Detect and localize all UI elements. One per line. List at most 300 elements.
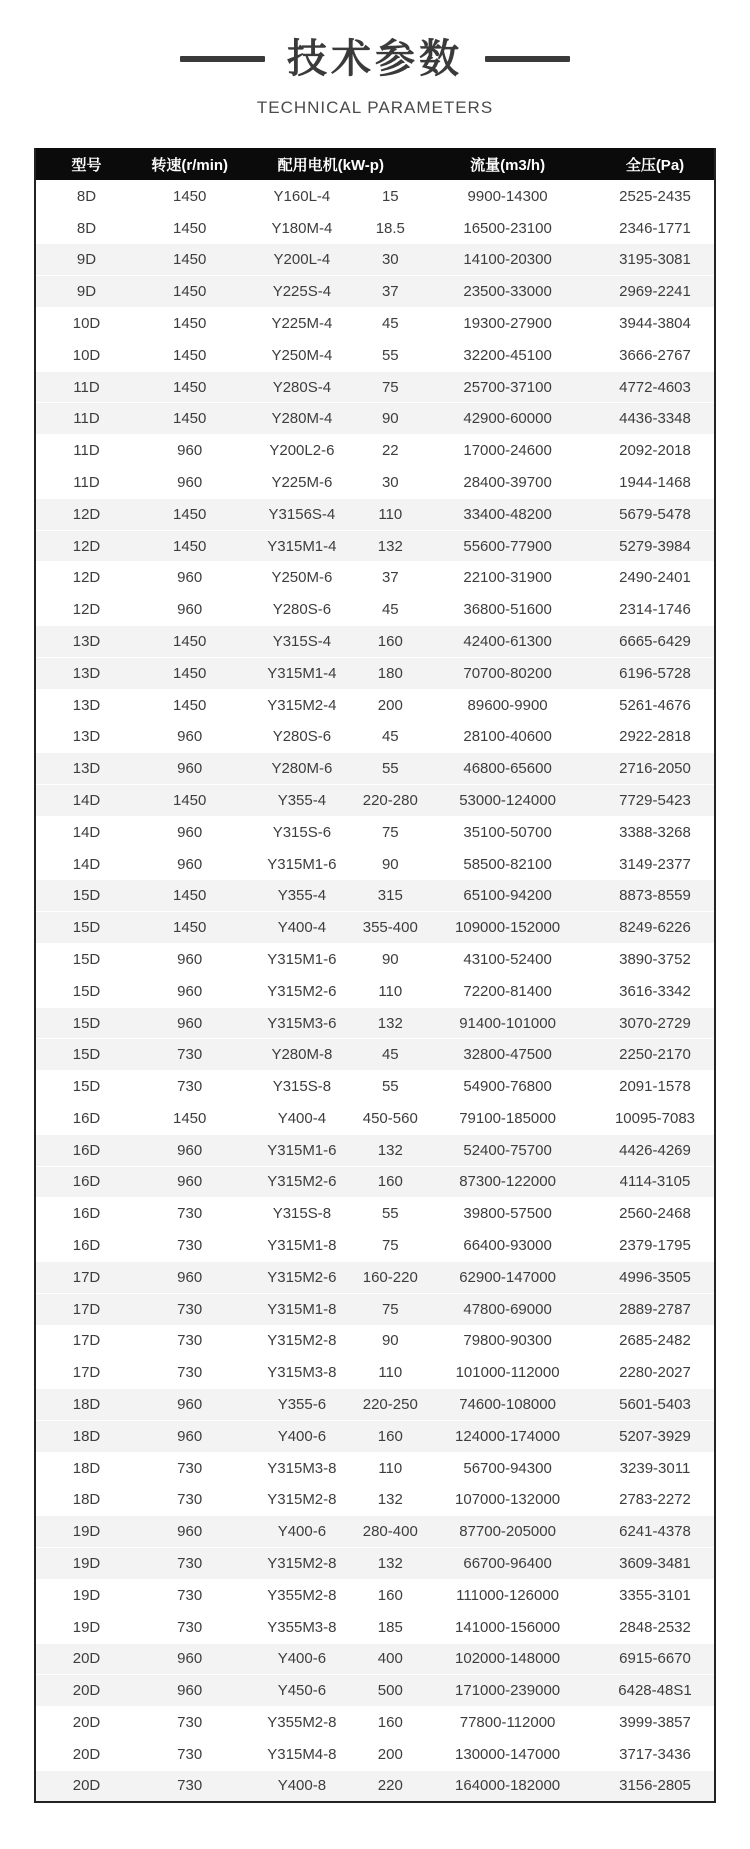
table-row — [35, 1166, 715, 1198]
table-cell: 37 — [361, 562, 419, 594]
table-cell: Y315M1-8 — [242, 1293, 361, 1325]
table-row — [35, 816, 715, 848]
table-cell: 15D — [35, 1071, 137, 1103]
table-cell: 42400-61300 — [419, 626, 596, 658]
title-dash-left — [180, 56, 265, 62]
table-cell: Y3156S-4 — [242, 498, 361, 530]
table-cell: 315 — [361, 880, 419, 912]
table-cell: 56700-94300 — [419, 1452, 596, 1484]
table-cell: Y315M3-8 — [242, 1452, 361, 1484]
table-cell: Y280S-4 — [242, 371, 361, 403]
table-cell: 5679-5478 — [596, 498, 715, 530]
table-cell: 62900-147000 — [419, 1261, 596, 1293]
table-cell: 185 — [361, 1611, 419, 1643]
table-cell: 16D — [35, 1103, 137, 1135]
table-cell: Y315S-8 — [242, 1198, 361, 1230]
table-cell: 19D — [35, 1516, 137, 1548]
table-cell: 9D — [35, 244, 137, 276]
table-cell: 2685-2482 — [596, 1325, 715, 1357]
table-cell: Y315M1-6 — [242, 848, 361, 880]
table-cell: 8873-8559 — [596, 880, 715, 912]
table-cell: 960 — [137, 594, 242, 626]
table-cell: 2091-1578 — [596, 1071, 715, 1103]
table-cell: 11D — [35, 467, 137, 499]
table-cell: Y315M1-4 — [242, 530, 361, 562]
table-cell: 2490-2401 — [596, 562, 715, 594]
table-cell: Y315M1-4 — [242, 657, 361, 689]
table-cell: 164000-182000 — [419, 1770, 596, 1802]
table-row — [35, 1103, 715, 1135]
table-cell: 6915-6670 — [596, 1643, 715, 1675]
table-cell: 10D — [35, 339, 137, 371]
table-cell: 14D — [35, 848, 137, 880]
table-cell: 19D — [35, 1548, 137, 1580]
table-cell: 3070-2729 — [596, 1007, 715, 1039]
table-row — [35, 1261, 715, 1293]
table-row — [35, 1643, 715, 1675]
table-row — [35, 626, 715, 658]
table-cell: 3239-3011 — [596, 1452, 715, 1484]
table-cell: 730 — [137, 1071, 242, 1103]
table-cell: 730 — [137, 1039, 242, 1071]
table-cell: 15 — [361, 180, 419, 212]
table-cell: 13D — [35, 657, 137, 689]
table-row — [35, 1071, 715, 1103]
table-cell: 13D — [35, 689, 137, 721]
table-cell: 3999-3857 — [596, 1707, 715, 1739]
table-cell: 12D — [35, 530, 137, 562]
table-cell: 960 — [137, 467, 242, 499]
table-cell: 960 — [137, 1134, 242, 1166]
table-cell: 960 — [137, 944, 242, 976]
table-cell: Y315M3-6 — [242, 1007, 361, 1039]
table-row — [35, 1389, 715, 1421]
table-cell: 400 — [361, 1643, 419, 1675]
table-cell: 22 — [361, 435, 419, 467]
table-cell: 160-220 — [361, 1261, 419, 1293]
parameters-table — [34, 148, 716, 1803]
table-cell: 77800-112000 — [419, 1707, 596, 1739]
parameters-table-wrap — [34, 148, 716, 1803]
table-cell: Y200L2-6 — [242, 435, 361, 467]
table-cell: 960 — [137, 1420, 242, 1452]
table-cell: 15D — [35, 1039, 137, 1071]
table-cell: 132 — [361, 1007, 419, 1039]
table-cell: 960 — [137, 753, 242, 785]
table-cell: 1450 — [137, 530, 242, 562]
table-cell: 6241-4378 — [596, 1516, 715, 1548]
table-cell: 35100-50700 — [419, 816, 596, 848]
table-row — [35, 689, 715, 721]
table-cell: 15D — [35, 1007, 137, 1039]
table-cell: 75 — [361, 816, 419, 848]
table-cell: 16D — [35, 1230, 137, 1262]
table-cell: 1450 — [137, 1103, 242, 1135]
table-cell: 13D — [35, 626, 137, 658]
table-cell: 10D — [35, 308, 137, 340]
table-cell: 960 — [137, 1516, 242, 1548]
table-cell: 960 — [137, 721, 242, 753]
table-cell: Y280M-6 — [242, 753, 361, 785]
table-row — [35, 403, 715, 435]
table-row — [35, 1293, 715, 1325]
table-row — [35, 244, 715, 276]
table-cell: 54900-76800 — [419, 1071, 596, 1103]
table-cell: 160 — [361, 1420, 419, 1452]
table-cell: 14D — [35, 816, 137, 848]
table-cell: 220-280 — [361, 785, 419, 817]
table-cell: 1450 — [137, 912, 242, 944]
table-cell: 7729-5423 — [596, 785, 715, 817]
table-cell: Y315M4-8 — [242, 1738, 361, 1770]
table-cell: 1450 — [137, 339, 242, 371]
header-model: 型号 — [35, 148, 137, 180]
title-dash-right — [485, 56, 570, 62]
table-cell: 19D — [35, 1579, 137, 1611]
table-cell: 45 — [361, 721, 419, 753]
table-cell: Y225S-4 — [242, 276, 361, 308]
table-cell: 2969-2241 — [596, 276, 715, 308]
table-cell: 1450 — [137, 880, 242, 912]
table-cell: 2250-2170 — [596, 1039, 715, 1071]
table-cell: 1450 — [137, 498, 242, 530]
table-cell: 730 — [137, 1293, 242, 1325]
table-cell: Y180M-4 — [242, 212, 361, 244]
table-cell: 160 — [361, 1707, 419, 1739]
table-cell: 87700-205000 — [419, 1516, 596, 1548]
page-subtitle: TECHNICAL PARAMETERS — [256, 98, 494, 117]
table-cell: Y225M-4 — [242, 308, 361, 340]
table-cell: 1450 — [137, 308, 242, 340]
table-cell: 8249-6226 — [596, 912, 715, 944]
table-row — [35, 912, 715, 944]
table-cell: 65100-94200 — [419, 880, 596, 912]
table-cell: 32800-47500 — [419, 1039, 596, 1071]
table-cell: 960 — [137, 1007, 242, 1039]
table-cell: 1450 — [137, 403, 242, 435]
table-cell: Y200L-4 — [242, 244, 361, 276]
table-cell: 6428-48S1 — [596, 1675, 715, 1707]
table-cell: 18.5 — [361, 212, 419, 244]
table-cell: 102000-148000 — [419, 1643, 596, 1675]
table-cell: 15D — [35, 912, 137, 944]
table-row — [35, 1357, 715, 1389]
table-row — [35, 212, 715, 244]
table-cell: 5261-4676 — [596, 689, 715, 721]
table-row — [35, 1420, 715, 1452]
table-cell: 2848-2532 — [596, 1611, 715, 1643]
table-cell: 11D — [35, 371, 137, 403]
table-cell: 960 — [137, 816, 242, 848]
table-cell: Y315M2-8 — [242, 1325, 361, 1357]
table-cell: 180 — [361, 657, 419, 689]
table-cell: 110 — [361, 1452, 419, 1484]
table-row — [35, 880, 715, 912]
table-cell: 20D — [35, 1675, 137, 1707]
table-row — [35, 721, 715, 753]
table-cell: Y315M1-8 — [242, 1230, 361, 1262]
table-row — [35, 1579, 715, 1611]
table-cell: 55 — [361, 753, 419, 785]
table-cell: 75 — [361, 1230, 419, 1262]
table-cell: 75 — [361, 1293, 419, 1325]
table-cell: 960 — [137, 975, 242, 1007]
table-header — [35, 148, 715, 180]
table-cell: 79100-185000 — [419, 1103, 596, 1135]
table-cell: 45 — [361, 308, 419, 340]
table-cell: 3609-3481 — [596, 1548, 715, 1580]
table-row — [35, 1548, 715, 1580]
table-cell: 132 — [361, 1134, 419, 1166]
table-cell: 74600-108000 — [419, 1389, 596, 1421]
table-cell: 20D — [35, 1643, 137, 1675]
table-cell: 220-250 — [361, 1389, 419, 1421]
table-cell: 960 — [137, 1389, 242, 1421]
table-cell: 17D — [35, 1293, 137, 1325]
table-cell: Y160L-4 — [242, 180, 361, 212]
table-cell: Y315M3-8 — [242, 1357, 361, 1389]
table-body — [35, 180, 715, 1802]
table-cell: 45 — [361, 594, 419, 626]
table-cell: 18D — [35, 1389, 137, 1421]
table-cell: Y280M-8 — [242, 1039, 361, 1071]
table-row — [35, 1007, 715, 1039]
table-row — [35, 753, 715, 785]
table-cell: Y355M2-8 — [242, 1579, 361, 1611]
table-cell: 45 — [361, 1039, 419, 1071]
table-cell: 960 — [137, 848, 242, 880]
table-cell: 110 — [361, 975, 419, 1007]
table-cell: 2716-2050 — [596, 753, 715, 785]
table-cell: 3666-2767 — [596, 339, 715, 371]
table-cell: 200 — [361, 1738, 419, 1770]
table-cell: 3717-3436 — [596, 1738, 715, 1770]
table-cell: Y315M2-8 — [242, 1548, 361, 1580]
table-cell: 171000-239000 — [419, 1675, 596, 1707]
table-cell: 15D — [35, 975, 137, 1007]
title-row — [0, 30, 750, 88]
table-cell: 1450 — [137, 212, 242, 244]
table-row — [35, 530, 715, 562]
table-cell: 90 — [361, 1325, 419, 1357]
header-pressure: 全压(Pa) — [596, 148, 715, 180]
table-row — [35, 180, 715, 212]
table-cell: 90 — [361, 848, 419, 880]
table-cell: 9D — [35, 276, 137, 308]
table-cell: 500 — [361, 1675, 419, 1707]
table-cell: 3616-3342 — [596, 975, 715, 1007]
table-cell: 17000-24600 — [419, 435, 596, 467]
table-cell: 55 — [361, 1198, 419, 1230]
table-cell: 2314-1746 — [596, 594, 715, 626]
table-cell: 3149-2377 — [596, 848, 715, 880]
table-cell: 33400-48200 — [419, 498, 596, 530]
table-header-row — [35, 148, 715, 180]
table-cell: 22100-31900 — [419, 562, 596, 594]
table-cell: 2092-2018 — [596, 435, 715, 467]
table-cell: Y250M-4 — [242, 339, 361, 371]
table-cell: 39800-57500 — [419, 1198, 596, 1230]
table-cell: 220 — [361, 1770, 419, 1802]
table-cell: 42900-60000 — [419, 403, 596, 435]
table-cell: 18D — [35, 1452, 137, 1484]
table-cell: 2525-2435 — [596, 180, 715, 212]
table-cell: 5207-3929 — [596, 1420, 715, 1452]
table-cell: 37 — [361, 276, 419, 308]
table-cell: 15D — [35, 944, 137, 976]
table-cell: Y355-4 — [242, 785, 361, 817]
table-cell: 730 — [137, 1484, 242, 1516]
table-cell: 90 — [361, 944, 419, 976]
table-cell: Y355-4 — [242, 880, 361, 912]
table-cell: 1450 — [137, 276, 242, 308]
table-cell: 5279-3984 — [596, 530, 715, 562]
table-cell: 46800-65600 — [419, 753, 596, 785]
table-cell: 730 — [137, 1579, 242, 1611]
table-cell: 132 — [361, 1548, 419, 1580]
table-cell: 3355-3101 — [596, 1579, 715, 1611]
table-row — [35, 1484, 715, 1516]
table-row — [35, 785, 715, 817]
table-cell: 87300-122000 — [419, 1166, 596, 1198]
table-cell: 2889-2787 — [596, 1293, 715, 1325]
table-row — [35, 1675, 715, 1707]
table-row — [35, 1707, 715, 1739]
table-cell: 960 — [137, 435, 242, 467]
table-cell: Y315S-4 — [242, 626, 361, 658]
table-cell: 32200-45100 — [419, 339, 596, 371]
table-cell: 55600-77900 — [419, 530, 596, 562]
table-row — [35, 1134, 715, 1166]
table-cell: 107000-132000 — [419, 1484, 596, 1516]
table-cell: 10095-7083 — [596, 1103, 715, 1135]
table-cell: 111000-126000 — [419, 1579, 596, 1611]
table-cell: 16500-23100 — [419, 212, 596, 244]
table-cell: 3195-3081 — [596, 244, 715, 276]
table-cell: 960 — [137, 1675, 242, 1707]
table-cell: Y280M-4 — [242, 403, 361, 435]
table-cell: Y250M-6 — [242, 562, 361, 594]
table-cell: 19300-27900 — [419, 308, 596, 340]
table-cell: 2346-1771 — [596, 212, 715, 244]
table-cell: 8D — [35, 212, 137, 244]
table-cell: 89600-9900 — [419, 689, 596, 721]
table-cell: 70700-80200 — [419, 657, 596, 689]
table-cell: 450-560 — [361, 1103, 419, 1135]
table-cell: Y280S-6 — [242, 594, 361, 626]
table-cell: 1450 — [137, 244, 242, 276]
table-cell: 2783-2272 — [596, 1484, 715, 1516]
table-cell: Y315M1-6 — [242, 944, 361, 976]
table-cell: 1944-1468 — [596, 467, 715, 499]
table-cell: Y400-6 — [242, 1516, 361, 1548]
table-cell: 8D — [35, 180, 137, 212]
table-row — [35, 848, 715, 880]
table-cell: 2560-2468 — [596, 1198, 715, 1230]
table-row — [35, 339, 715, 371]
table-cell: 25700-37100 — [419, 371, 596, 403]
table-cell: 11D — [35, 435, 137, 467]
table-cell: 730 — [137, 1770, 242, 1802]
table-cell: 18D — [35, 1484, 137, 1516]
table-cell: 55 — [361, 1071, 419, 1103]
table-cell: Y280S-6 — [242, 721, 361, 753]
table-cell: 79800-90300 — [419, 1325, 596, 1357]
table-cell: 1450 — [137, 657, 242, 689]
table-cell: 16D — [35, 1134, 137, 1166]
table-cell: Y315M1-6 — [242, 1134, 361, 1166]
table-cell: 130000-147000 — [419, 1738, 596, 1770]
table-cell: 4114-3105 — [596, 1166, 715, 1198]
table-cell: 14100-20300 — [419, 244, 596, 276]
table-cell: Y355M2-8 — [242, 1707, 361, 1739]
table-cell: 52400-75700 — [419, 1134, 596, 1166]
table-cell: 280-400 — [361, 1516, 419, 1548]
table-cell: 28100-40600 — [419, 721, 596, 753]
header-motor: 配用电机(kW-p) — [242, 148, 419, 180]
table-cell: 4436-3348 — [596, 403, 715, 435]
table-cell: 9900-14300 — [419, 180, 596, 212]
table-cell: Y315M2-6 — [242, 975, 361, 1007]
table-cell: 2280-2027 — [596, 1357, 715, 1389]
table-row — [35, 498, 715, 530]
table-cell: 17D — [35, 1325, 137, 1357]
table-row — [35, 594, 715, 626]
table-row — [35, 308, 715, 340]
table-cell: Y315M2-6 — [242, 1166, 361, 1198]
table-row — [35, 1611, 715, 1643]
table-cell: 5601-5403 — [596, 1389, 715, 1421]
table-cell: 66400-93000 — [419, 1230, 596, 1262]
table-row — [35, 1738, 715, 1770]
table-cell: 17D — [35, 1357, 137, 1389]
table-cell: 16D — [35, 1166, 137, 1198]
table-row — [35, 276, 715, 308]
table-cell: 16D — [35, 1198, 137, 1230]
table-cell: 132 — [361, 530, 419, 562]
title-block — [0, 0, 750, 118]
table-cell: 17D — [35, 1261, 137, 1293]
table-cell: 960 — [137, 1166, 242, 1198]
table-cell: Y400-4 — [242, 912, 361, 944]
table-cell: 66700-96400 — [419, 1548, 596, 1580]
table-cell: Y315M2-6 — [242, 1261, 361, 1293]
table-cell: 6196-5728 — [596, 657, 715, 689]
table-cell: 4772-4603 — [596, 371, 715, 403]
table-row — [35, 1039, 715, 1071]
table-cell: 13D — [35, 753, 137, 785]
table-cell: 4996-3505 — [596, 1261, 715, 1293]
table-cell: 30 — [361, 467, 419, 499]
table-cell: 730 — [137, 1611, 242, 1643]
table-cell: 160 — [361, 1579, 419, 1611]
table-row — [35, 1198, 715, 1230]
table-cell: 730 — [137, 1548, 242, 1580]
table-cell: 4426-4269 — [596, 1134, 715, 1166]
table-row — [35, 467, 715, 499]
table-row — [35, 944, 715, 976]
table-cell: 1450 — [137, 689, 242, 721]
table-cell: 730 — [137, 1357, 242, 1389]
table-cell: 1450 — [137, 626, 242, 658]
table-cell: 58500-82100 — [419, 848, 596, 880]
table-cell: 1450 — [137, 785, 242, 817]
table-cell: 2379-1795 — [596, 1230, 715, 1262]
table-cell: 960 — [137, 1261, 242, 1293]
table-cell: 3944-3804 — [596, 308, 715, 340]
table-cell: 132 — [361, 1484, 419, 1516]
table-cell: 36800-51600 — [419, 594, 596, 626]
